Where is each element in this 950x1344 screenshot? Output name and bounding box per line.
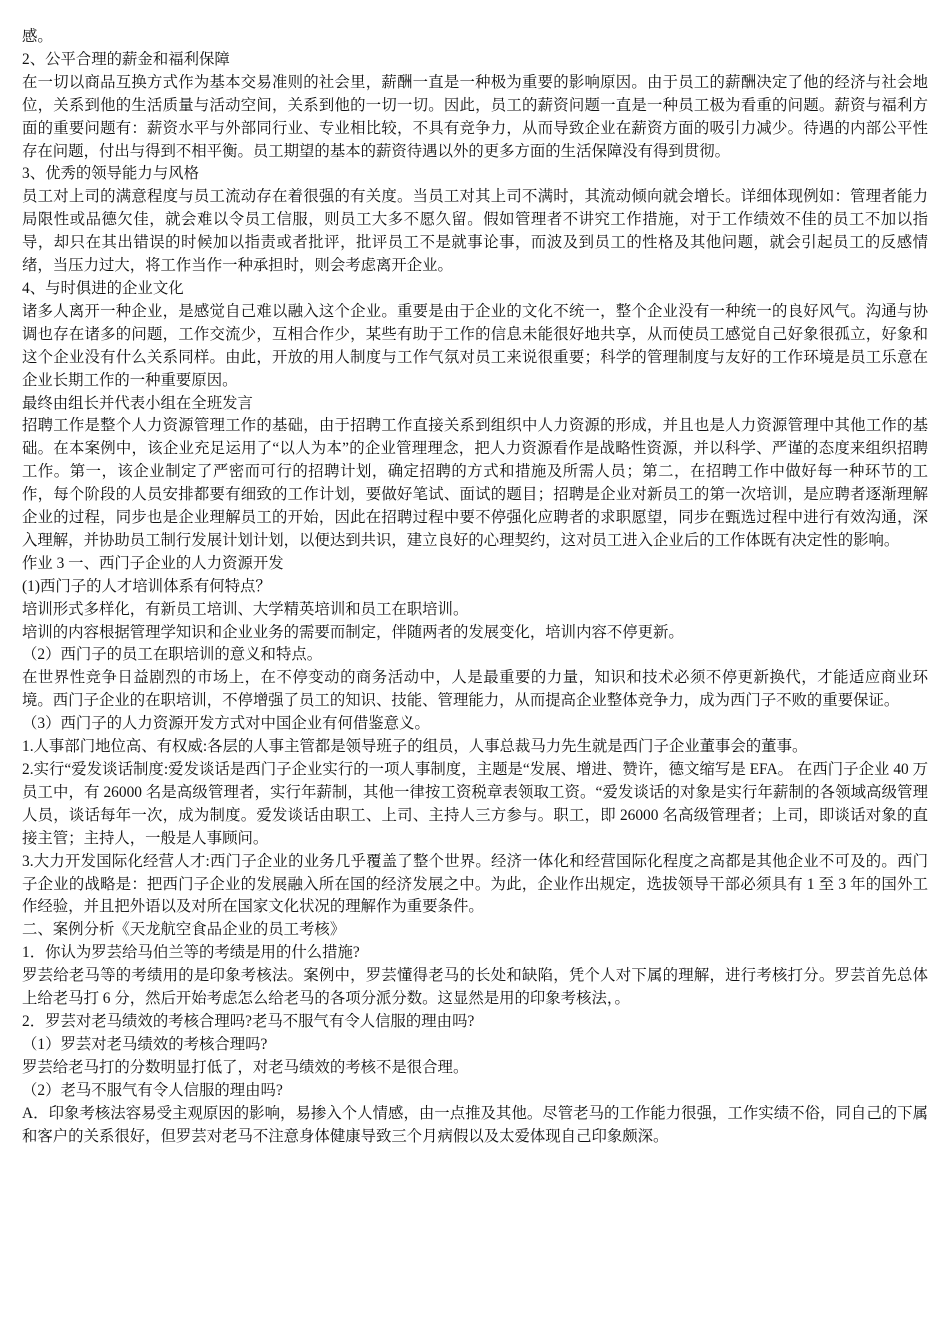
question-heading: （2）老马不服气有令人信服的理由吗? bbox=[22, 1081, 283, 1099]
document-page bbox=[22, 26, 928, 1148]
question-heading: (1)西门子的人才培训体系有何特点？ bbox=[22, 577, 271, 595]
question-heading: 2．罗芸对老马绩效的考核合理吗?老马不服气有令人信服的理由吗? bbox=[22, 1012, 475, 1030]
list-item: 3.大力开发国际化经营人才:西门子企业的业务几乎覆盖了整个世界。经济一体化和经营国际化程度之高都是其他企业不可及的。西门子企业的战略是：把西门子企业的发展融入所在国的经济发展之中。为此，企业作出规定，选拔领导干部必须具有 1 至 3 年的国外工作经验，并且把外语以及对所在国家文化状况的理解作为重要条件。 bbox=[22, 852, 928, 916]
paragraph-text: 罗芸给老马等的考绩用的是印象考核法。案例中，罗芸懂得老马的长处和缺陷，凭个人对下属的理解，进行考核打分。罗芸首先总体上给老马打 6 分，然后开始考虑怎么给老马的各项分派分数。这显然是用的印象考核法，。 bbox=[22, 967, 928, 1008]
section-heading: 3、优秀的领导能力与风格 bbox=[22, 165, 199, 183]
list-item: 2.实行“爱发谈话制度:爱发谈话是西门子企业实行的一项人事制度，主题是“发展、增进、赞许，德文缩写是 EFA。 在西门子企业 40 万员工中，有 26000 名是高级管理者，实行年薪制，其他一律按工资税章表领取工资。“爱发谈话的对象是实行年薪制的各领域高级管理人员，谈话每年一次，成为制度。爱发谈话由职工、上司、主持人三方参与。职工，即 26000 名高级管理者；上司，即谈话对象的直接主管；主持人，一般是人事顾问。 bbox=[22, 761, 928, 847]
question-heading: （3）西门子的人力资源开发方式对中国企业有何借鉴意义。 bbox=[22, 715, 430, 733]
paragraph-text: 感。 bbox=[22, 28, 53, 45]
paragraph-text: 员工对上司的满意程度与员工流动存在着很强的有关度。当员工对其上司不满时，其流动倾向就会增长。详细体现例如：管理者能力局限性或品德欠佳，就会难以令员工信服，则员工大多不愿久留。假如管理者不讲究工作措施，对于工作绩效不佳的员工不加以指导，却只在其出错误的时候加以指责或者批评，批评员工不是就事论事，而波及到员工的性格及其他问题，就会引起员工的反感情绪，当压力过大，将工作当作一种承担时，则会考虑离开企业。 bbox=[22, 188, 928, 275]
list-item: 1.人事部门地位高、有权威:各层的人事主管都是领导班子的组员，人事总裁马力先生就是西门子企业董事会的董事。 bbox=[22, 738, 808, 756]
paragraph-text: 罗芸给老马打的分数明显打低了，对老马绩效的考核不是很合理。 bbox=[22, 1058, 469, 1076]
paragraph-text: 招聘工作是整个人力资源管理工作的基础，由于招聘工作直接关系到组织中人力资源的形成，并且也是人力资源管理中其他工作的基础。在本案例中，该企业充足运用了“以人为本”的企业管理理念，把人力资源看作是战略性资源，并以科学、严谨的态度来组织招聘工作。第一，该企业制定了严密而可行的招聘计划，确定招聘的方式和措施及所需人员；第二，在招聘工作中做好每一种环节的工作，每个阶段的人员安排都要有细致的工作计划，要做好笔试、面试的题目；招聘是企业对新员工的第一次培训，是应聘者逐渐理解企业的过程，同步也是企业理解员工的开始，因此在招聘过程中要不停强化应聘者的求职愿望，同步在甄选过程中进行有效沟通，深入理解，并协助员工制行发展计划计划，以便达到共识，建立良好的心理契约，这对员工进入企业后的工作体既有决定性的影响。 bbox=[22, 417, 928, 549]
section-heading: 2、公平合理的薪金和福利保障 bbox=[22, 50, 230, 68]
question-heading: （2）西门子的员工在职培训的意义和特点。 bbox=[22, 646, 323, 664]
section-heading: 4、与时俱进的企业文化 bbox=[22, 279, 184, 297]
paragraph-text: A．印象考核法容易受主观原因的影响，易掺入个人情感，由一点推及其他。尽管老马的工作能力很强，工作实绩不俗，同自己的下属和客户的关系很好，但罗芸对老马不注意身体健康导致三个月病假以及太爱体现自己印象颇深。 bbox=[22, 1104, 928, 1145]
paragraph-text: 诸多人离开一种企业，是感觉自己难以融入这个企业。重要是由于企业的文化不统一，整个企业没有一种统一的良好风气。沟通与协调也存在诸多的问题，工作交流少，互相合作少，某些有助于工作的信息未能很好地共享，从而使员工感觉自己好象很孤立，好象和这个企业没有什么关系同样。由此，开放的用人制度与工作气氛对员工来说很重要；科学的管理制度与友好的工作环境是员工乐意在企业长期工作的一种重要原因。 bbox=[22, 302, 928, 389]
paragraph-text: 在世界性竞争日益剧烈的市场上，在不停变动的商务活动中，人是最重要的力量，知识和技术必须不停更新换代，才能适应商业环境。西门子企业的在职培训，不停增强了员工的知识、技能、管理能力，从而提高企业整体竞争力，成为西门子不败的重要保证。 bbox=[22, 669, 928, 710]
question-heading: 1．你认为罗芸给马伯兰等的考绩是用的什么措施? bbox=[22, 944, 360, 962]
case-heading: 二、案例分析《天龙航空食品企业的员工考核》 bbox=[22, 921, 346, 939]
question-heading: （1）罗芸对老马绩效的考核合理吗? bbox=[22, 1035, 268, 1053]
paragraph-text: 培训形式多样化，有新员工培训、大学精英培训和员工在职培训。 bbox=[22, 600, 469, 618]
paragraph-text: 在一切以商品互换方式作为基本交易准则的社会里，薪酬一直是一种极为重要的影响原因。由于员工的薪酬决定了他的经济与社会地位，关系到他的生活质量与活动空间，关系到他的一切一切。因此，员工的薪资问题一直是一种员工极为看重的问题。薪资与福利方面的重要问题有：薪资水平与外部同行业、专业相比较，不具有竞争力，从而导致企业在薪资方面的吸引力减少。待遇的内部公平性存在问题，付出与得到不相平衡。员工期望的基本的薪资待遇以外的更多方面的生活保障没有得到贯彻。 bbox=[22, 73, 928, 160]
section-heading: 最终由组长并代表小组在全班发言 bbox=[22, 394, 253, 412]
paragraph-text: 培训的内容根据管理学知识和企业业务的需要而制定，伴随两者的发展变化，培训内容不停更新。 bbox=[22, 623, 684, 641]
assignment-heading: 作业 3 一、西门子企业的人力资源开发 bbox=[22, 554, 284, 572]
